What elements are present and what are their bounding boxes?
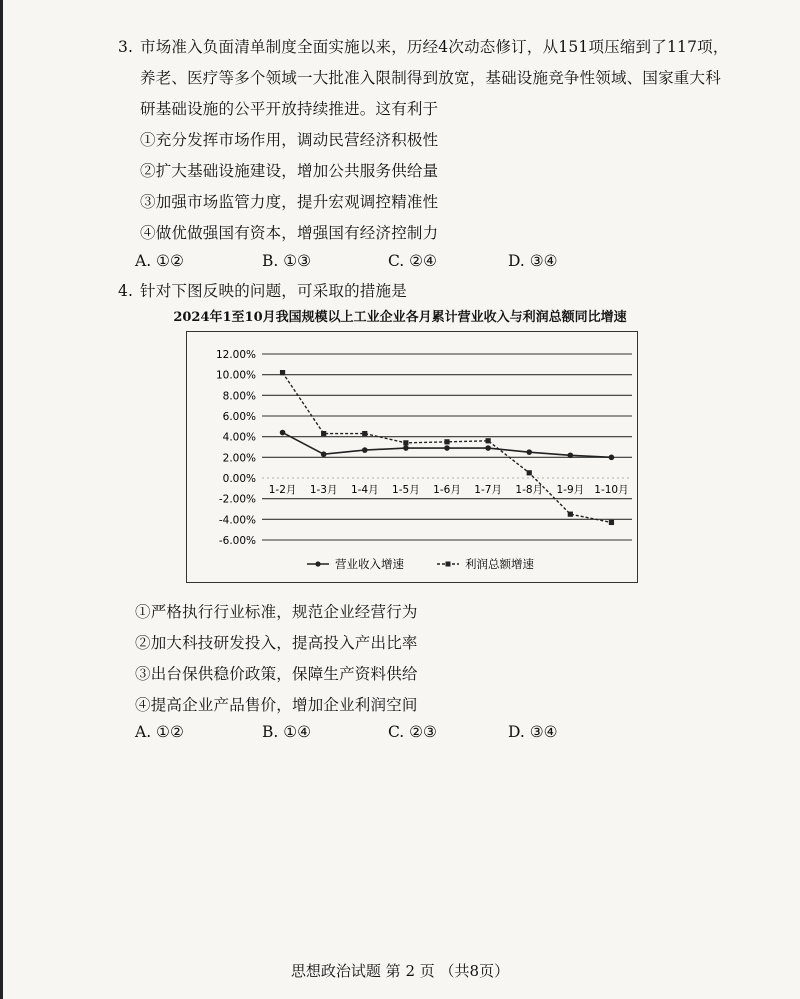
- revenue-growth-point: [609, 455, 615, 461]
- y-tick-label: -6.00%: [218, 535, 256, 547]
- y-tick-label: -2.00%: [218, 493, 256, 506]
- x-tick-label: 1-5月: [392, 484, 420, 496]
- y-tick-label: -4.00%: [218, 514, 256, 527]
- x-tick-label: 1-8月: [515, 484, 544, 496]
- profit-growth-point: [321, 431, 326, 436]
- profit-growth-point: [609, 520, 614, 525]
- q4-options: [0, 723, 800, 745]
- y-tick-label: 0.00%: [222, 473, 256, 485]
- q4-item-1: ①严格执行行业标准，规范企业经营行为: [135, 603, 418, 621]
- revenue-growth-point: [403, 445, 409, 451]
- x-tick-label: 1-4月: [350, 484, 379, 496]
- profit-growth-point: [362, 431, 367, 436]
- y-tick-label: 2.00%: [222, 452, 256, 465]
- revenue-growth-point: [485, 445, 491, 451]
- legend-profit-growth: 利润总额增速: [465, 557, 534, 571]
- q4-option-c: C. ②③: [388, 723, 437, 741]
- q3-stem-line-2: 养老、医疗等多个领域一大批准入限制得到放宽，基础设施竞争性领域、国家重大科: [140, 69, 721, 87]
- revenue-growth-point: [568, 452, 574, 458]
- x-tick-label: 1-3月: [309, 484, 338, 496]
- y-tick-label: 4.00%: [222, 431, 256, 444]
- y-tick-label: 12.00%: [215, 349, 256, 361]
- y-tick-label: 6.00%: [222, 411, 256, 423]
- q3-item-3: ③加强市场监管力度，提升宏观调控精准性: [140, 193, 439, 211]
- revenue-growth-point: [321, 451, 327, 457]
- q4-stem: 4. 针对下图反映的问题，可采取的措施是: [118, 282, 407, 300]
- q3-number: 3.: [118, 38, 134, 56]
- scan-edge: [0, 0, 3, 999]
- q3-option-b: B. ①③: [262, 252, 312, 270]
- q3-item-4: ④做优做强国有资本，增强国有经济控制力: [140, 224, 439, 242]
- page-footer: 思想政治试题 第 2 页 （共8页）: [290, 962, 510, 980]
- chart-frame: [186, 331, 638, 583]
- q3-stem-line-3: 研基础设施的公平开放持续推进。这有利于: [140, 100, 439, 118]
- revenue-growth-point: [280, 430, 286, 436]
- profit-growth-point: [568, 512, 573, 517]
- y-tick-label: 8.00%: [222, 390, 256, 403]
- x-tick-label: 1-7月: [474, 484, 502, 496]
- profit-growth-point: [403, 440, 408, 445]
- x-tick-label: 1-9月: [556, 484, 585, 496]
- legend-marker: [446, 562, 451, 567]
- q4-option-d: D. ③④: [508, 723, 558, 741]
- x-tick-label: 1-10月: [594, 484, 629, 496]
- revenue-growth-point: [526, 449, 532, 455]
- legend-revenue-growth: 营业收入增速: [335, 557, 404, 571]
- legend-marker: [315, 561, 320, 566]
- y-tick-label: 10.00%: [215, 369, 256, 382]
- q3-options: [0, 252, 800, 274]
- x-tick-label: 1-6月: [433, 484, 461, 496]
- profit-growth-point: [280, 370, 285, 375]
- line-chart: [187, 332, 637, 582]
- q4-option-a: A. ①②: [135, 723, 184, 741]
- q3-option-d: D. ③④: [508, 252, 558, 270]
- x-tick-label: 1-2月: [268, 484, 297, 496]
- q3-item-1: ①充分发挥市场作用，调动民营经济积极性: [140, 131, 439, 149]
- q4-number: 4.: [118, 282, 134, 300]
- q4-option-b: B. ①④: [262, 723, 312, 741]
- revenue-growth-point: [362, 447, 368, 453]
- profit-growth-point: [444, 439, 449, 444]
- q4-item-3: ③出台保供稳价政策，保障生产资料供给: [135, 665, 418, 683]
- revenue-growth-point: [444, 445, 450, 451]
- q3-option-a: A. ①②: [135, 252, 184, 270]
- q3-stem-line-1: 3. 市场准入负面清单制度全面实施以来，历经4次动态修订，从151项压缩到了117项，: [118, 38, 729, 56]
- profit-growth-point: [486, 438, 491, 443]
- profit-growth-point: [527, 470, 532, 475]
- q3-option-c: C. ②④: [388, 252, 437, 270]
- q3-item-2: ②扩大基础设施建设，增加公共服务供给量: [140, 162, 439, 180]
- q4-item-4: ④提高企业产品售价，增加企业利润空间: [135, 696, 418, 714]
- q4-item-2: ②加大科技研发投入，提高投入产出比率: [135, 634, 418, 652]
- chart-title: 2024年1至10月我国规模以上工业企业各月累计营业收入与利润总额同比增速: [173, 310, 627, 325]
